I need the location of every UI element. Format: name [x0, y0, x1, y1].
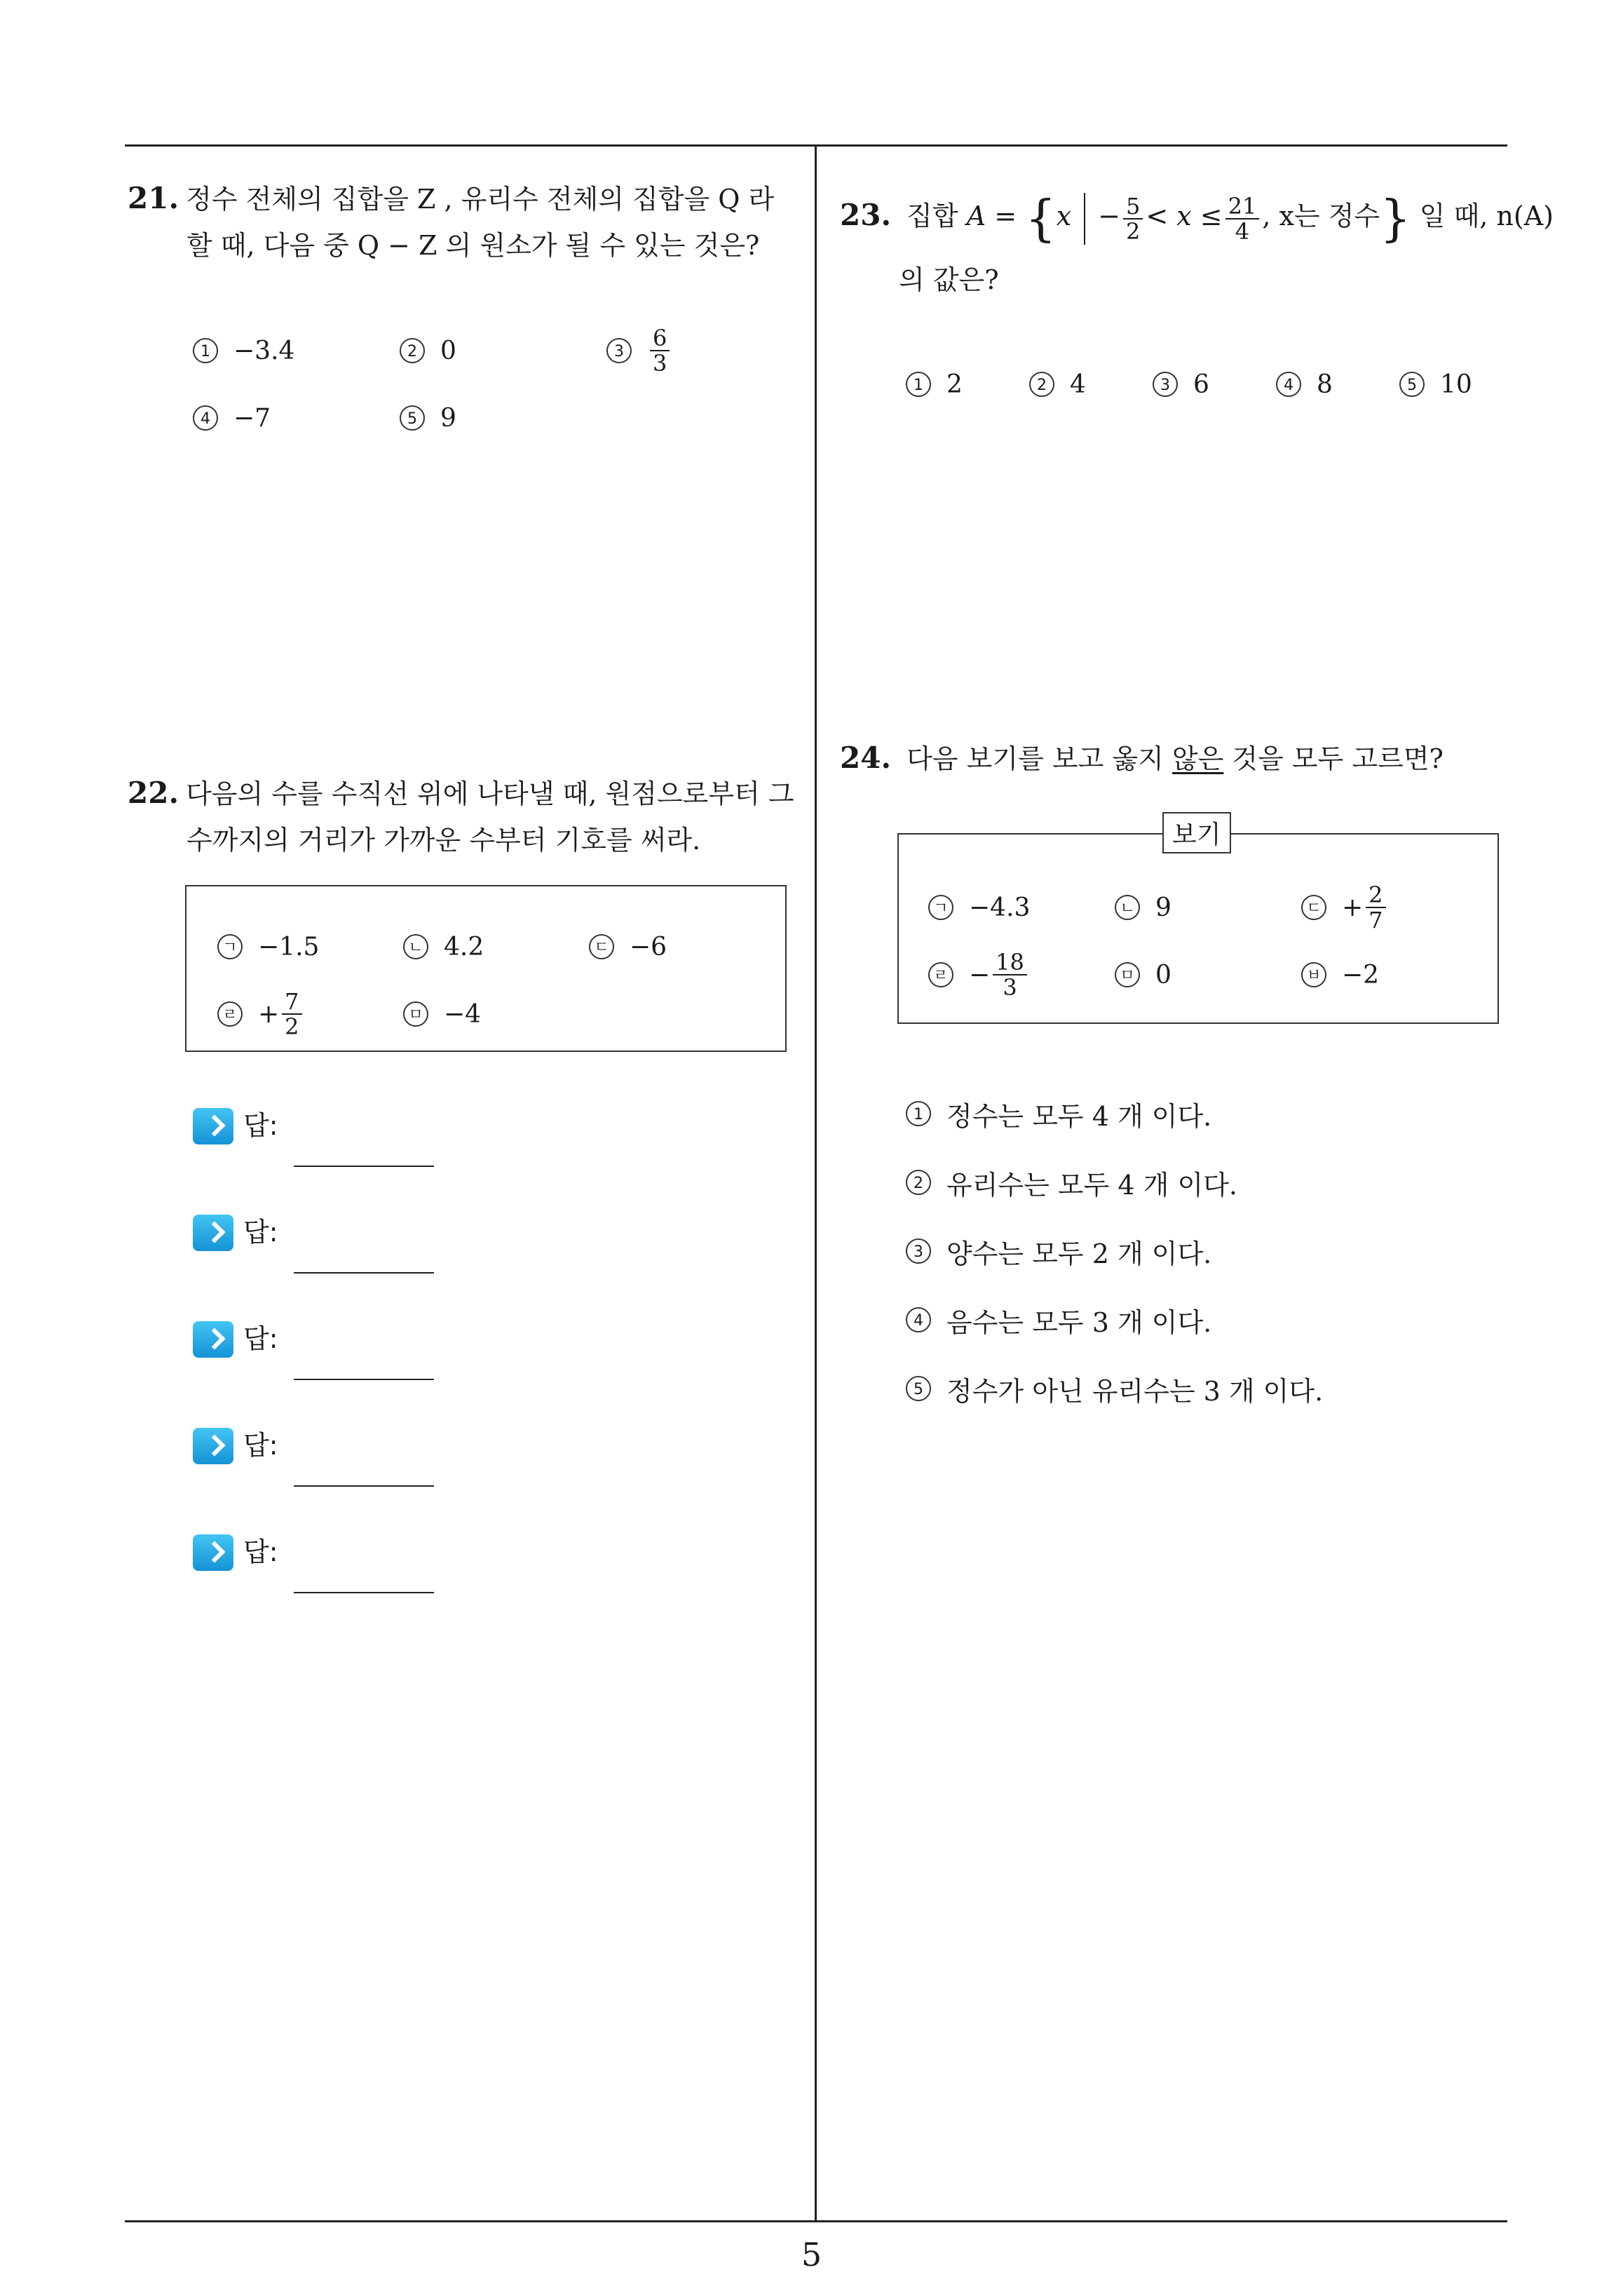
answer-input[interactable] [294, 1379, 434, 1380]
item-mark: ㅁ [403, 1001, 428, 1027]
fraction [282, 990, 301, 1039]
item-value: −2 [1342, 960, 1380, 990]
underlined-word: 않은 [1172, 743, 1224, 774]
condition: , x는 정수 [1262, 201, 1380, 231]
chevron-right-icon [193, 1321, 233, 1358]
q24-item-5 [1115, 947, 1172, 1003]
question-number: 22. [128, 776, 179, 810]
item-mark: ㄷ [589, 934, 614, 959]
fraction-denominator: 4 [1235, 217, 1250, 245]
answer-label: 답: [243, 1430, 278, 1461]
answer-input[interactable] [294, 1485, 434, 1487]
q24-item-6 [1301, 947, 1379, 1003]
fraction-neg [1123, 194, 1143, 243]
question-text-line1: 정수 전체의 집합을 Z , 유리수 전체의 집합을 Q 라 [186, 184, 775, 215]
item-mark: ㄴ [403, 934, 428, 959]
option-mark: 4 [1276, 372, 1301, 397]
q24-statement-2[interactable] [906, 1161, 1237, 1203]
q24-item-4 [928, 947, 1030, 1003]
question-pre: 집합 [906, 201, 958, 231]
option-mark: 2 [400, 338, 425, 363]
q22-item-5 [403, 986, 481, 1042]
column-divider [815, 144, 817, 2222]
question-23 [840, 184, 1554, 248]
q21-option-2[interactable] [400, 323, 456, 379]
fraction-numerator: 6 [650, 326, 670, 351]
question-23-line2: 의 값은? [899, 264, 999, 295]
option-value: 6 [1193, 370, 1209, 399]
option-mark: 1 [193, 338, 218, 363]
q23-option-2[interactable] [1029, 356, 1086, 412]
statement-text: 음수는 모두 3 개 이다. [946, 1306, 1212, 1338]
item-mark: ㅁ [1115, 962, 1140, 987]
item-sign: − [969, 960, 991, 990]
chevron-right-icon [193, 1215, 233, 1251]
set-variable: x [1056, 201, 1072, 231]
statement-text: 양수는 모두 2 개 이다. [946, 1238, 1212, 1269]
question-21 [128, 175, 808, 269]
option-mark: 5 [906, 1376, 931, 1401]
statement-text: 정수는 모두 4 개 이다. [946, 1100, 1212, 1132]
right-brace: } [1380, 189, 1411, 248]
chevron-right-icon [193, 1108, 233, 1144]
q23-option-3[interactable] [1153, 356, 1209, 412]
answer-row-1 [193, 1108, 434, 1167]
item-mark: ㄱ [928, 895, 953, 920]
answer-row-3 [193, 1321, 434, 1380]
fraction-numerator: 5 [1123, 194, 1143, 220]
question-text-line2: 수까지의 거리가 가까운 수부터 기호를 써라. [186, 825, 701, 856]
bottom-rule [125, 2220, 1507, 2222]
item-value: −6 [630, 932, 667, 961]
q21-option-5[interactable] [400, 390, 456, 446]
item-mark: ㄹ [217, 1001, 243, 1027]
question-post: 일 때, n(A) [1419, 201, 1554, 231]
fraction-denominator: 3 [1003, 974, 1017, 1001]
question-24 [840, 735, 1513, 782]
chevron-right-icon [193, 1534, 233, 1571]
fraction-upper [1225, 194, 1260, 243]
answer-row-2 [193, 1215, 434, 1274]
q24-statement-1[interactable] [906, 1093, 1211, 1135]
option-mark: 2 [1029, 372, 1054, 397]
fraction-denominator: 2 [285, 1013, 299, 1040]
fraction-denominator: 3 [653, 350, 667, 377]
fraction-numerator: 7 [282, 990, 301, 1015]
statement-text: 유리수는 모두 4 개 이다. [946, 1169, 1237, 1201]
option-value: −3.4 [233, 336, 295, 365]
left-brace: { [1025, 189, 1057, 248]
option-mark: 5 [400, 405, 425, 431]
q24-statement-5[interactable] [906, 1368, 1323, 1410]
answer-label: 답: [243, 1537, 278, 1567]
q23-option-1[interactable] [906, 356, 963, 412]
question-number: 21. [128, 181, 179, 215]
inequality: < x ≤ [1146, 201, 1223, 231]
question-pre: 다음 보기를 보고 옳지 [906, 743, 1164, 774]
item-value: −4.3 [969, 893, 1031, 922]
item-mark: ㄱ [217, 934, 243, 959]
fraction-numerator: 21 [1225, 194, 1260, 220]
item-value: 4.2 [444, 932, 484, 961]
option-value: 2 [946, 370, 963, 399]
answer-label: 답: [243, 1217, 278, 1248]
item-value: 0 [1155, 960, 1172, 990]
answer-row-4 [193, 1428, 434, 1487]
item-value: −4 [444, 999, 482, 1029]
item-value: 9 [1155, 893, 1172, 922]
set-name: A = [966, 201, 1017, 231]
q21-option-4[interactable] [193, 390, 271, 446]
item-sign: + [258, 999, 280, 1029]
option-value: 4 [1070, 370, 1086, 399]
page-number: 5 [801, 2236, 822, 2274]
q24-item-2 [1115, 879, 1172, 936]
answer-input[interactable] [294, 1592, 434, 1593]
option-mark: 1 [906, 1101, 931, 1126]
q21-option-3[interactable] [606, 323, 672, 379]
answer-input[interactable] [294, 1272, 434, 1274]
q24-statement-3[interactable] [906, 1230, 1211, 1272]
q23-option-4[interactable] [1276, 356, 1333, 412]
option-mark: 4 [906, 1307, 931, 1332]
fraction [650, 326, 670, 375]
question-post: 것을 모두 고르면? [1232, 743, 1444, 774]
fraction [993, 950, 1027, 999]
bogi-label: 보기 [1162, 812, 1231, 853]
minus-sign: − [1098, 201, 1120, 231]
item-mark: ㄹ [928, 962, 953, 987]
item-sign: + [1342, 893, 1364, 922]
question-text-line2: 할 때, 다음 중 Q − Z 의 원소가 될 수 있는 것은? [186, 230, 760, 261]
q22-item-2 [403, 919, 484, 975]
fraction [1366, 883, 1385, 932]
q21-option-1[interactable] [193, 323, 294, 379]
answer-label: 답: [243, 1110, 278, 1141]
option-value: 10 [1440, 370, 1472, 399]
q24-item-3 [1301, 879, 1389, 936]
question-number: 24. [840, 741, 892, 775]
option-value: 9 [440, 403, 456, 433]
q24-statement-4[interactable] [906, 1299, 1211, 1341]
item-value: −1.5 [258, 932, 320, 961]
fraction-numerator: 18 [993, 950, 1027, 975]
option-mark: 3 [606, 338, 632, 363]
option-mark: 3 [906, 1238, 931, 1264]
option-mark: 4 [193, 405, 218, 431]
option-mark: 3 [1153, 372, 1178, 397]
option-value: −7 [233, 403, 271, 433]
q22-item-4 [217, 986, 305, 1042]
option-value: 8 [1317, 370, 1333, 399]
fraction-denominator: 2 [1125, 217, 1141, 245]
q22-item-1 [217, 919, 319, 975]
fraction-numerator: 2 [1366, 883, 1385, 908]
statement-text: 정수가 아닌 유리수는 3 개 이다. [946, 1375, 1324, 1407]
set-bar [1084, 193, 1085, 245]
option-mark: 1 [906, 372, 931, 397]
answer-input[interactable] [294, 1166, 434, 1167]
option-mark: 2 [906, 1170, 931, 1195]
answer-label: 답: [243, 1323, 278, 1354]
question-number: 23. [840, 198, 892, 232]
item-mark: ㄷ [1301, 895, 1326, 920]
chevron-right-icon [193, 1428, 233, 1464]
question-22 [128, 770, 808, 863]
fraction-denominator: 7 [1369, 907, 1383, 933]
item-mark: ㅂ [1301, 962, 1326, 987]
q22-item-3 [589, 919, 667, 975]
item-mark: ㄴ [1115, 895, 1140, 920]
q24-item-1 [928, 879, 1030, 936]
option-mark: 5 [1399, 372, 1425, 397]
answer-row-5 [193, 1534, 434, 1593]
question-text-line1: 다음의 수를 수직선 위에 나타낼 때, 원점으로부터 그 [186, 778, 794, 809]
option-value: 0 [440, 336, 456, 365]
q23-option-5[interactable] [1399, 356, 1472, 412]
